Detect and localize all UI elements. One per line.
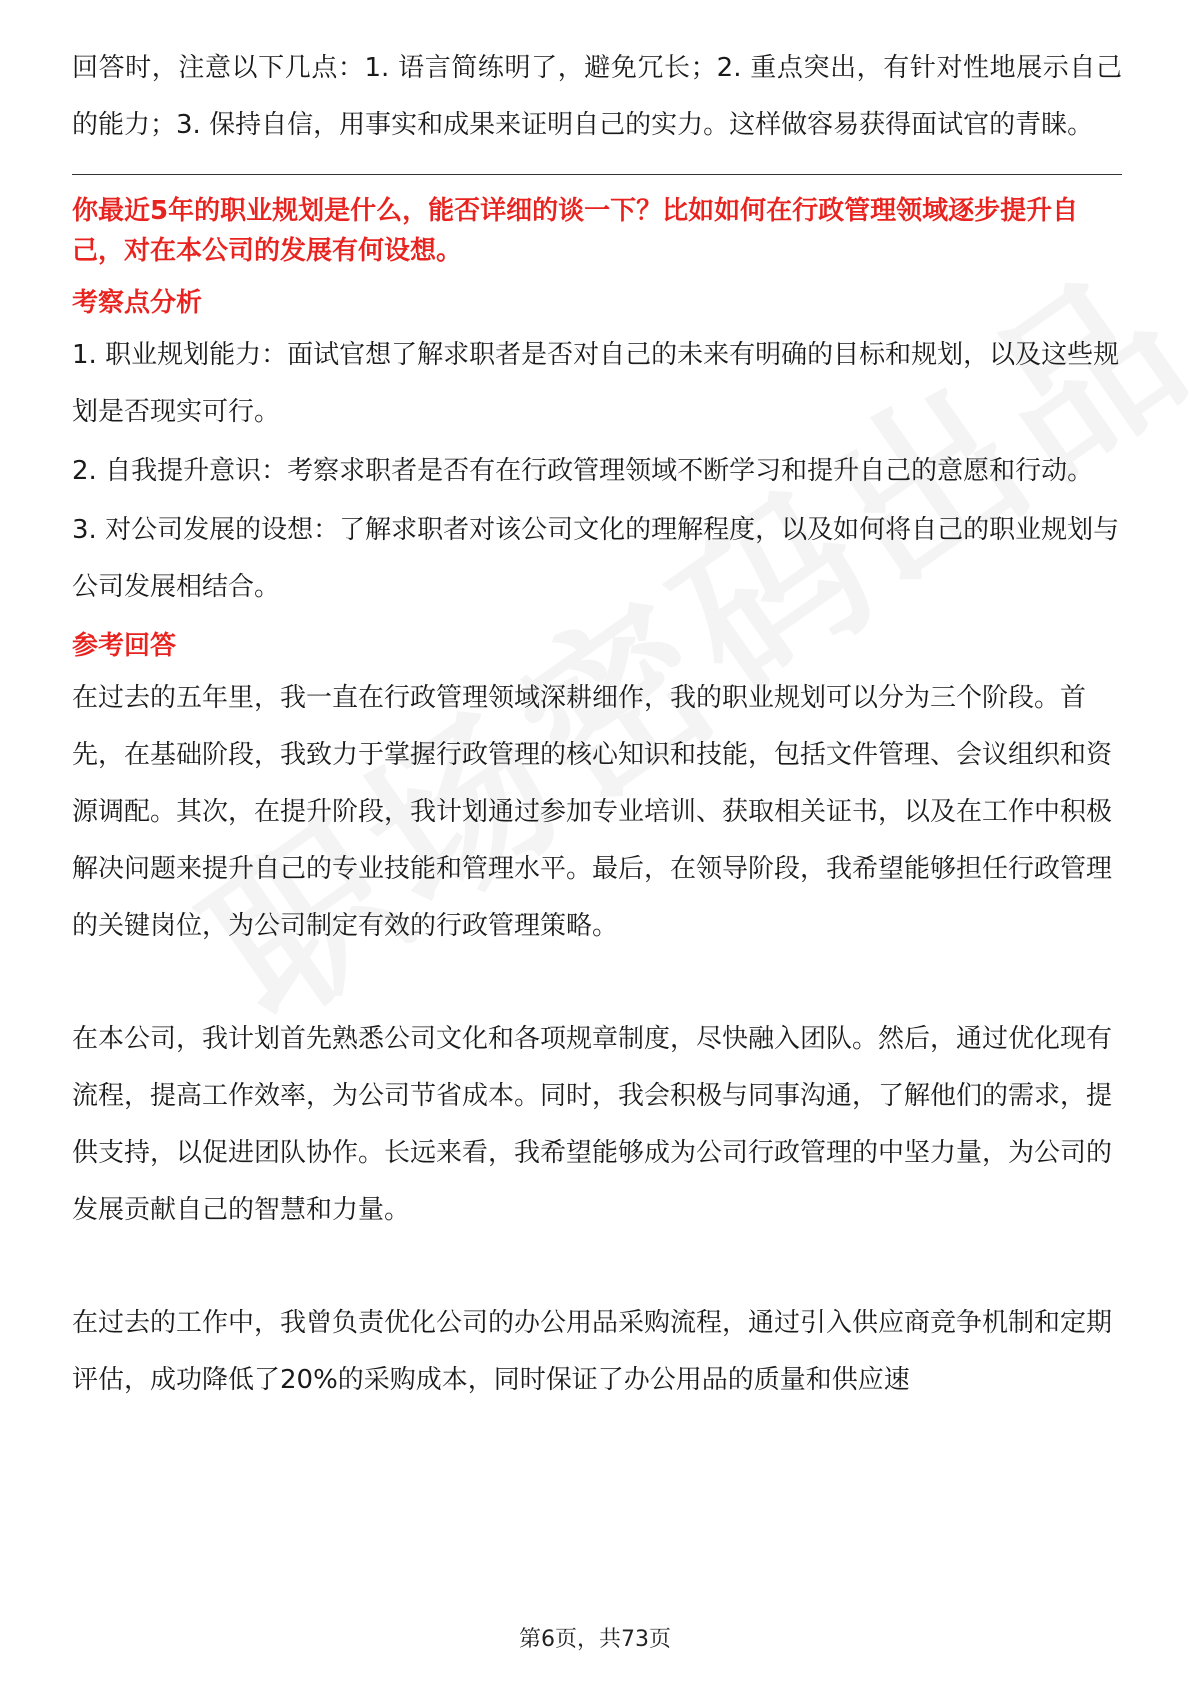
analysis-point: 1. 职业规划能力：面试官想了解求职者是否对自己的未来有明确的目标和规划，以及这些规划是否现实可行。: [72, 340, 1120, 427]
answer-paragraph: 在本公司，我计划首先熟悉公司文化和各项规章制度，尽快融入团队。然后，通过优化现有流程，提高工作效率，为公司节省成本。同时，我会积极与同事沟通，了解他们的需求，提供支持，以促进团队协作。长远来看，我希望能够成为公司行政管理的中坚力量，为公司的发展贡献自己的智慧和力量。: [72, 1024, 1113, 1225]
interview-question: 你最近5年的职业规划是什么，能否详细的谈一下？比如如何在行政管理领域逐步提升自己，对在本公司的发展有何设想。: [72, 196, 1079, 266]
analysis-heading: 考察点分析: [72, 288, 203, 318]
answer-paragraph: 在过去的五年里，我一直在行政管理领域深耕细作，我的职业规划可以分为三个阶段。首先，在基础阶段，我致力于掌握行政管理的核心知识和技能，包括文件管理、会议组织和资源调配。其次，在提升阶段，我计划通过参加专业培训、获取相关证书，以及在工作中积极解决问题来提升自己的专业技能和管理水平。最后，在领导阶段，我希望能够担任行政管理的关键岗位，为公司制定有效的行政管理策略。: [72, 683, 1113, 941]
document-page: [72, 40, 1122, 1409]
section-divider: [72, 174, 1122, 175]
answer-paragraph: 在过去的工作中，我曾负责优化公司的办公用品采购流程，通过引入供应商竞争机制和定期评估，成功降低了20%的采购成本，同时保证了办公用品的质量和供应速: [72, 1308, 1113, 1395]
analysis-point: 2. 自我提升意识：考察求职者是否有在行政管理领域不断学习和提升自己的意愿和行动。: [72, 456, 1094, 486]
reference-answer-heading: 参考回答: [72, 631, 177, 661]
intro-paragraph: 回答时，注意以下几点：1. 语言简练明了，避免冗长；2. 重点突出，有针对性地展示自己的能力；3. 保持自信，用事实和成果来证明自己的实力。这样做容易获得面试官的青睐。: [72, 53, 1122, 140]
page-number: 第6页，共73页: [519, 1627, 671, 1652]
analysis-point: 3. 对公司发展的设想：了解求职者对该公司文化的理解程度，以及如何将自己的职业规划与公司发展相结合。: [72, 515, 1120, 602]
